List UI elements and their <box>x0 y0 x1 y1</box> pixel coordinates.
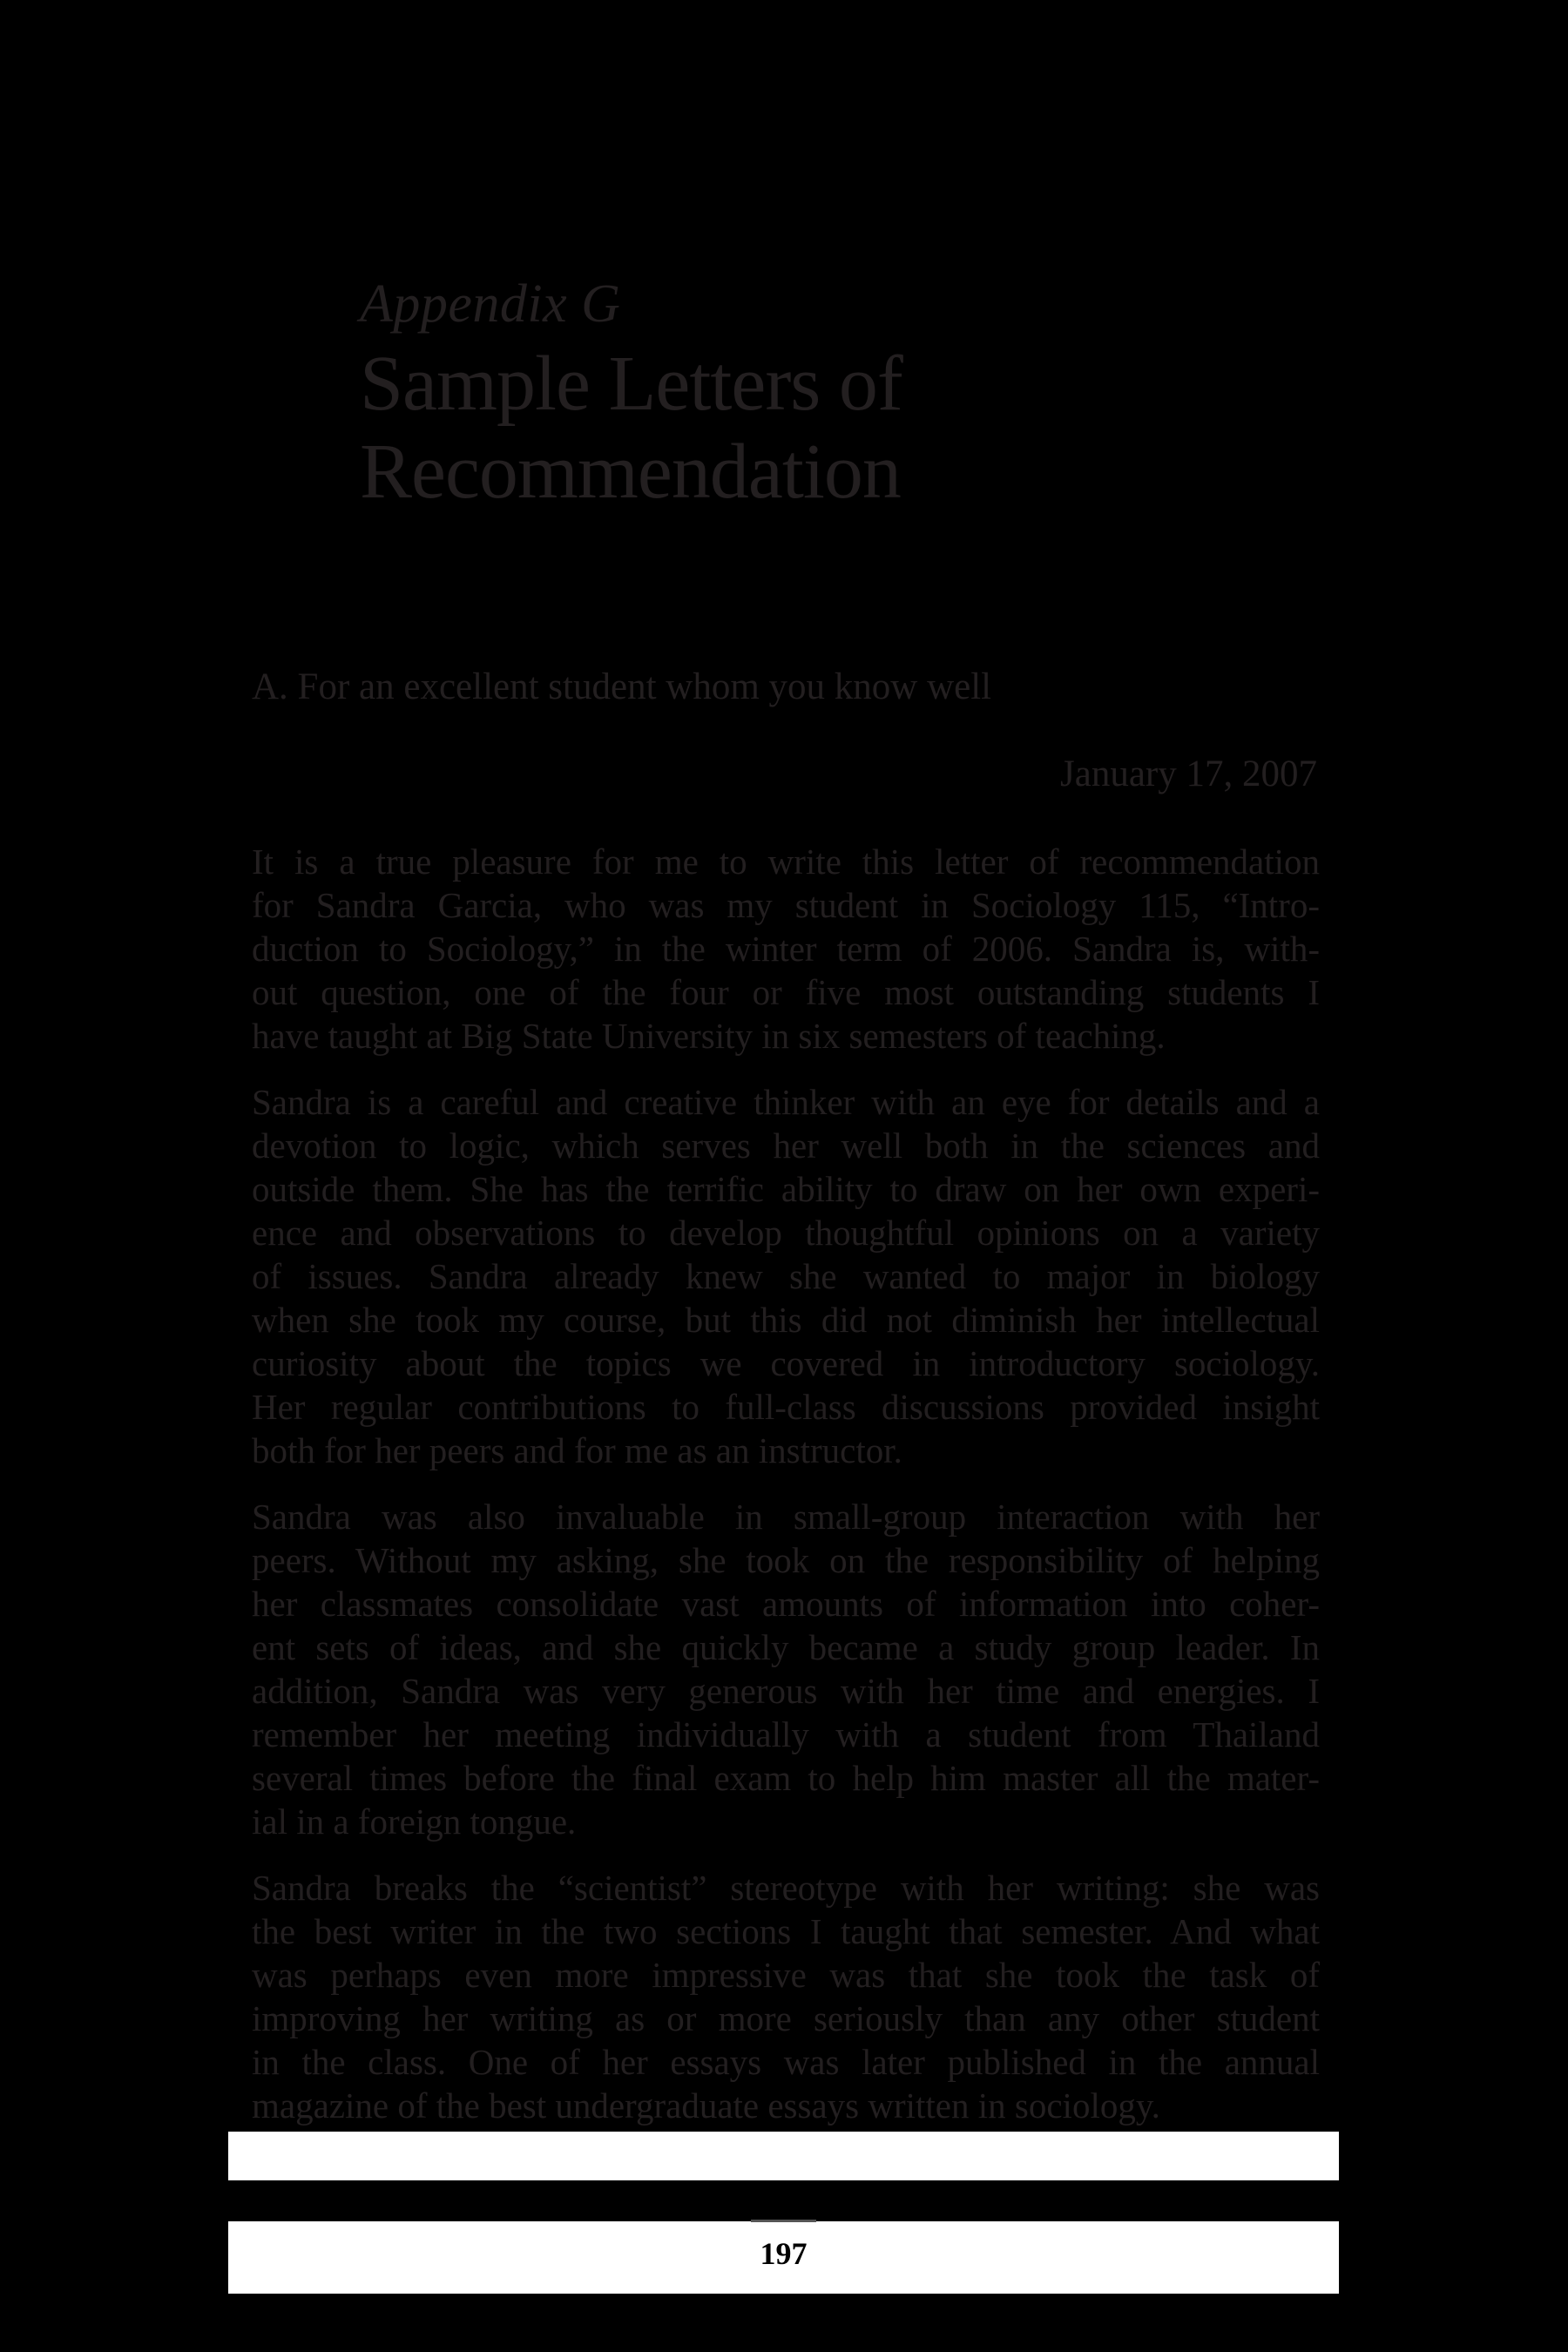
text-line: It is a true pleasure for me to write this letter of recommendation <box>252 841 1320 882</box>
text-line: improving her writing as or more seriously than any other student <box>252 1998 1320 2038</box>
text-line: addition, Sandra was very generous with her time and energies. I <box>252 1671 1320 1711</box>
text-line: was perhaps even more impressive was that she took the task of <box>252 1955 1320 1995</box>
text-line: both for her peers and for me as an instructor. <box>252 1430 902 1470</box>
text-line: magazine of the best undergraduate essays written in sociology. <box>252 2085 1160 2126</box>
text-line: the best writer in the two sections I taught that semester. And what <box>252 1911 1320 1951</box>
text-line: in the class. One of her essays was later published in the annual <box>252 2042 1320 2082</box>
text-line: ent sets of ideas, and she quickly became a study group leader. In <box>252 1627 1320 1667</box>
text-line: when she took my course, but this did not diminish her intellectual <box>252 1300 1320 1340</box>
chapter-title-line-2: Recommendation <box>360 429 901 515</box>
text-line: devotion to logic, which serves her well both in the sciences and <box>252 1125 1320 1166</box>
text-line: remember her meeting individually with a student from Thailand <box>252 1714 1320 1754</box>
chapter-heading <box>360 274 902 516</box>
page-number: 197 <box>760 2236 808 2271</box>
text-line: peers. Without my asking, she took on the responsibility of helping <box>252 1540 1320 1580</box>
text-line: have taught at Big State University in six semesters of teaching. <box>252 1016 1166 1056</box>
text-line: her classmates consolidate vast amounts of information into coher- <box>252 1584 1320 1624</box>
text-line: Sandra breaks the “scientist” stereotype with her writing: she was <box>252 1868 1320 1908</box>
text-line: ial in a foreign tongue. <box>252 1801 577 1842</box>
letter-paragraph-2 <box>252 1080 1320 1472</box>
letter-date: January 17, 2007 <box>1060 754 1317 794</box>
appendix-label: Appendix G <box>360 274 621 334</box>
chapter-title-line-1: Sample Letters of <box>360 341 902 427</box>
text-line: Sandra was also invaluable in small-group interaction with her <box>252 1497 1320 1537</box>
chapter-title <box>360 340 902 516</box>
letter-paragraph-4 <box>252 1866 1320 2127</box>
text-line: Her regular contributions to full-class discussions provided insight <box>252 1387 1320 1427</box>
text-line: out question, one of the four or five most outstanding students I <box>252 972 1320 1012</box>
text-line: curiosity about the topics we covered in introductory sociology. <box>252 1343 1320 1383</box>
text-line: of issues. Sandra already knew she wanted to major in biology <box>252 1256 1320 1296</box>
section-label: A. For an excellent student whom you know well <box>252 666 992 707</box>
page-number-rule <box>751 2220 816 2222</box>
letter-body <box>252 840 1320 2150</box>
letter-paragraph-3 <box>252 1495 1320 1843</box>
text-line: for Sandra Garcia, who was my student in Sociology 115, “Intro- <box>252 885 1320 925</box>
text-line: several times before the final exam to help him master all the mater- <box>252 1758 1320 1798</box>
footer-bar-top <box>228 2132 1339 2180</box>
text-line: outside them. She has the terrific ability to draw on her own experi- <box>252 1169 1320 1209</box>
text-line: Sandra is a careful and creative thinker with an eye for details and a <box>252 1082 1320 1122</box>
text-line: ence and observations to develop thoughtful opinions on a variety <box>252 1213 1320 1253</box>
letter-paragraph-1 <box>252 840 1320 1058</box>
text-line: duction to Sociology,” in the winter term of 2006. Sandra is, with- <box>252 929 1320 969</box>
